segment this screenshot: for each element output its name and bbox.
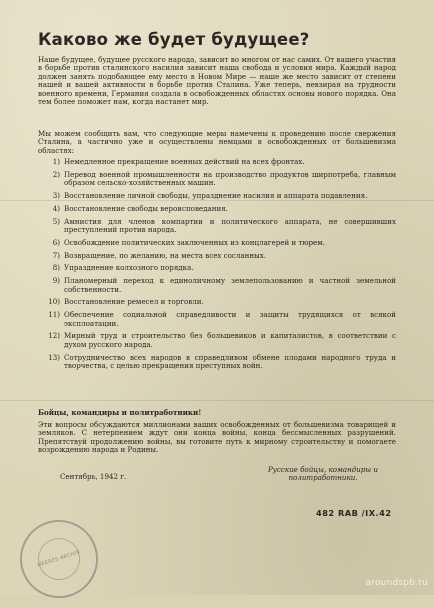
item-number: 13) [48, 352, 60, 362]
item-number: 12) [48, 331, 60, 341]
list-item [38, 239, 396, 247]
item-text: Освобождение политических заключенных из концлагерей и тюрем. [64, 237, 326, 247]
item-text: Восстановление ремесел и торговли. [64, 297, 204, 307]
item-text: Обеспечение социальной справедливости и защиты трудящихся от всякой эксплоатации. [64, 310, 396, 328]
list-item [38, 277, 396, 294]
closing-paragraph: Эти вопросы обсуждаются миллионами ваших освобожденных от большевизма товарищей и земляков. С нетерпением ждут они конца войны, конца бессмысленных разрушений. Препятствуй продолжению войны, вы готовите путь к мирному строительству и помогаете возрождению народа и Родины. [38, 420, 396, 455]
item-text: Немедленное прекращение военных действий на всех фронтах. [64, 157, 305, 166]
item-number: 7) [52, 250, 60, 260]
watermark-text: aroundspb.ru [365, 578, 428, 588]
list-item [38, 205, 396, 213]
list-item [38, 218, 396, 235]
leaflet-title: Каково же будет будущее? [38, 30, 310, 49]
item-number: 8) [52, 263, 60, 273]
item-text: Упразднение колхозного порядка. [64, 263, 194, 273]
item-text: Сотрудничество всех народов в справедливом обмене плодами народного труда и творчества, с целью прекращения преступных войн. [64, 352, 396, 370]
item-text: Амнистия для членов компартии и политического аппарата, не совершивших преступлений против народа. [64, 216, 396, 234]
fold-line [0, 400, 434, 401]
item-number: 5) [52, 216, 60, 226]
date-line: Сентябрь, 1942 г. [60, 472, 127, 481]
list-item [38, 311, 396, 328]
item-number: 6) [52, 237, 60, 247]
archive-stamp [10, 510, 108, 608]
list-item [38, 252, 396, 260]
item-number: 4) [52, 203, 60, 213]
item-text: Восстановление свободы вероисповедания. [64, 203, 228, 213]
item-number: 3) [52, 191, 60, 200]
measures-intro-paragraph: Мы можем сообщить вам, что следующие меры намечены к проведению после свержения Сталина, а частично уже и осуществлены немцами в освобожденных от большевизма областях: [38, 129, 396, 155]
stamp-text: HEERES ARCHIV [37, 549, 81, 569]
item-number: 9) [52, 276, 60, 286]
list-item [38, 298, 396, 306]
address-heading: Бойцы, командиры и политработники! [38, 408, 202, 417]
item-text: Мирный труд и строительство без большевиков и капиталистов, в соответствии с духом русского народа. [64, 331, 396, 349]
leaflet-code: 482 RAB /IX.42 [316, 508, 392, 518]
list-item [38, 332, 396, 349]
item-number: 11) [48, 310, 60, 320]
list-item [38, 264, 396, 272]
item-text: Планомерный переход к единоличному землепользованию и частной земельной собственности. [64, 276, 396, 294]
list-item [38, 192, 396, 200]
item-number: 10) [48, 297, 60, 307]
list-item [38, 171, 396, 188]
list-item [38, 354, 396, 371]
item-number: 2) [52, 169, 60, 179]
item-text: Перевод военной промышленности на производство продуктов ширпотреба, главным образом сельско-хозяйственных машин. [64, 169, 396, 188]
measures-list [38, 158, 396, 375]
item-text: Восстановление личной свободы, упразднение насилия и аппарата подавления. [64, 191, 368, 200]
list-item [38, 158, 396, 166]
item-number: 1) [52, 157, 60, 166]
intro-paragraph: Наше будущее, будущее русского народа, зависит во многом от нас самих. От вашего участия в борьбе против сталинского насилия зависит наша свобода и условия мира. Каждый народ должен занять подобающее ему место в Новом Мире — наше же место зависит от степени нашей и вашей активности в борьбе против Сталина. Уже теперь, невзирая на трудности военного времени, Германия создала в освобожденных областях основы нового порядка. Она тем более поможет нам, когда настанет мир. [38, 55, 396, 107]
item-text: Возвращение, по желанию, на места всех сосланных. [64, 250, 266, 260]
signature-block: Русские бойцы, командиры и политработники. [268, 465, 378, 483]
